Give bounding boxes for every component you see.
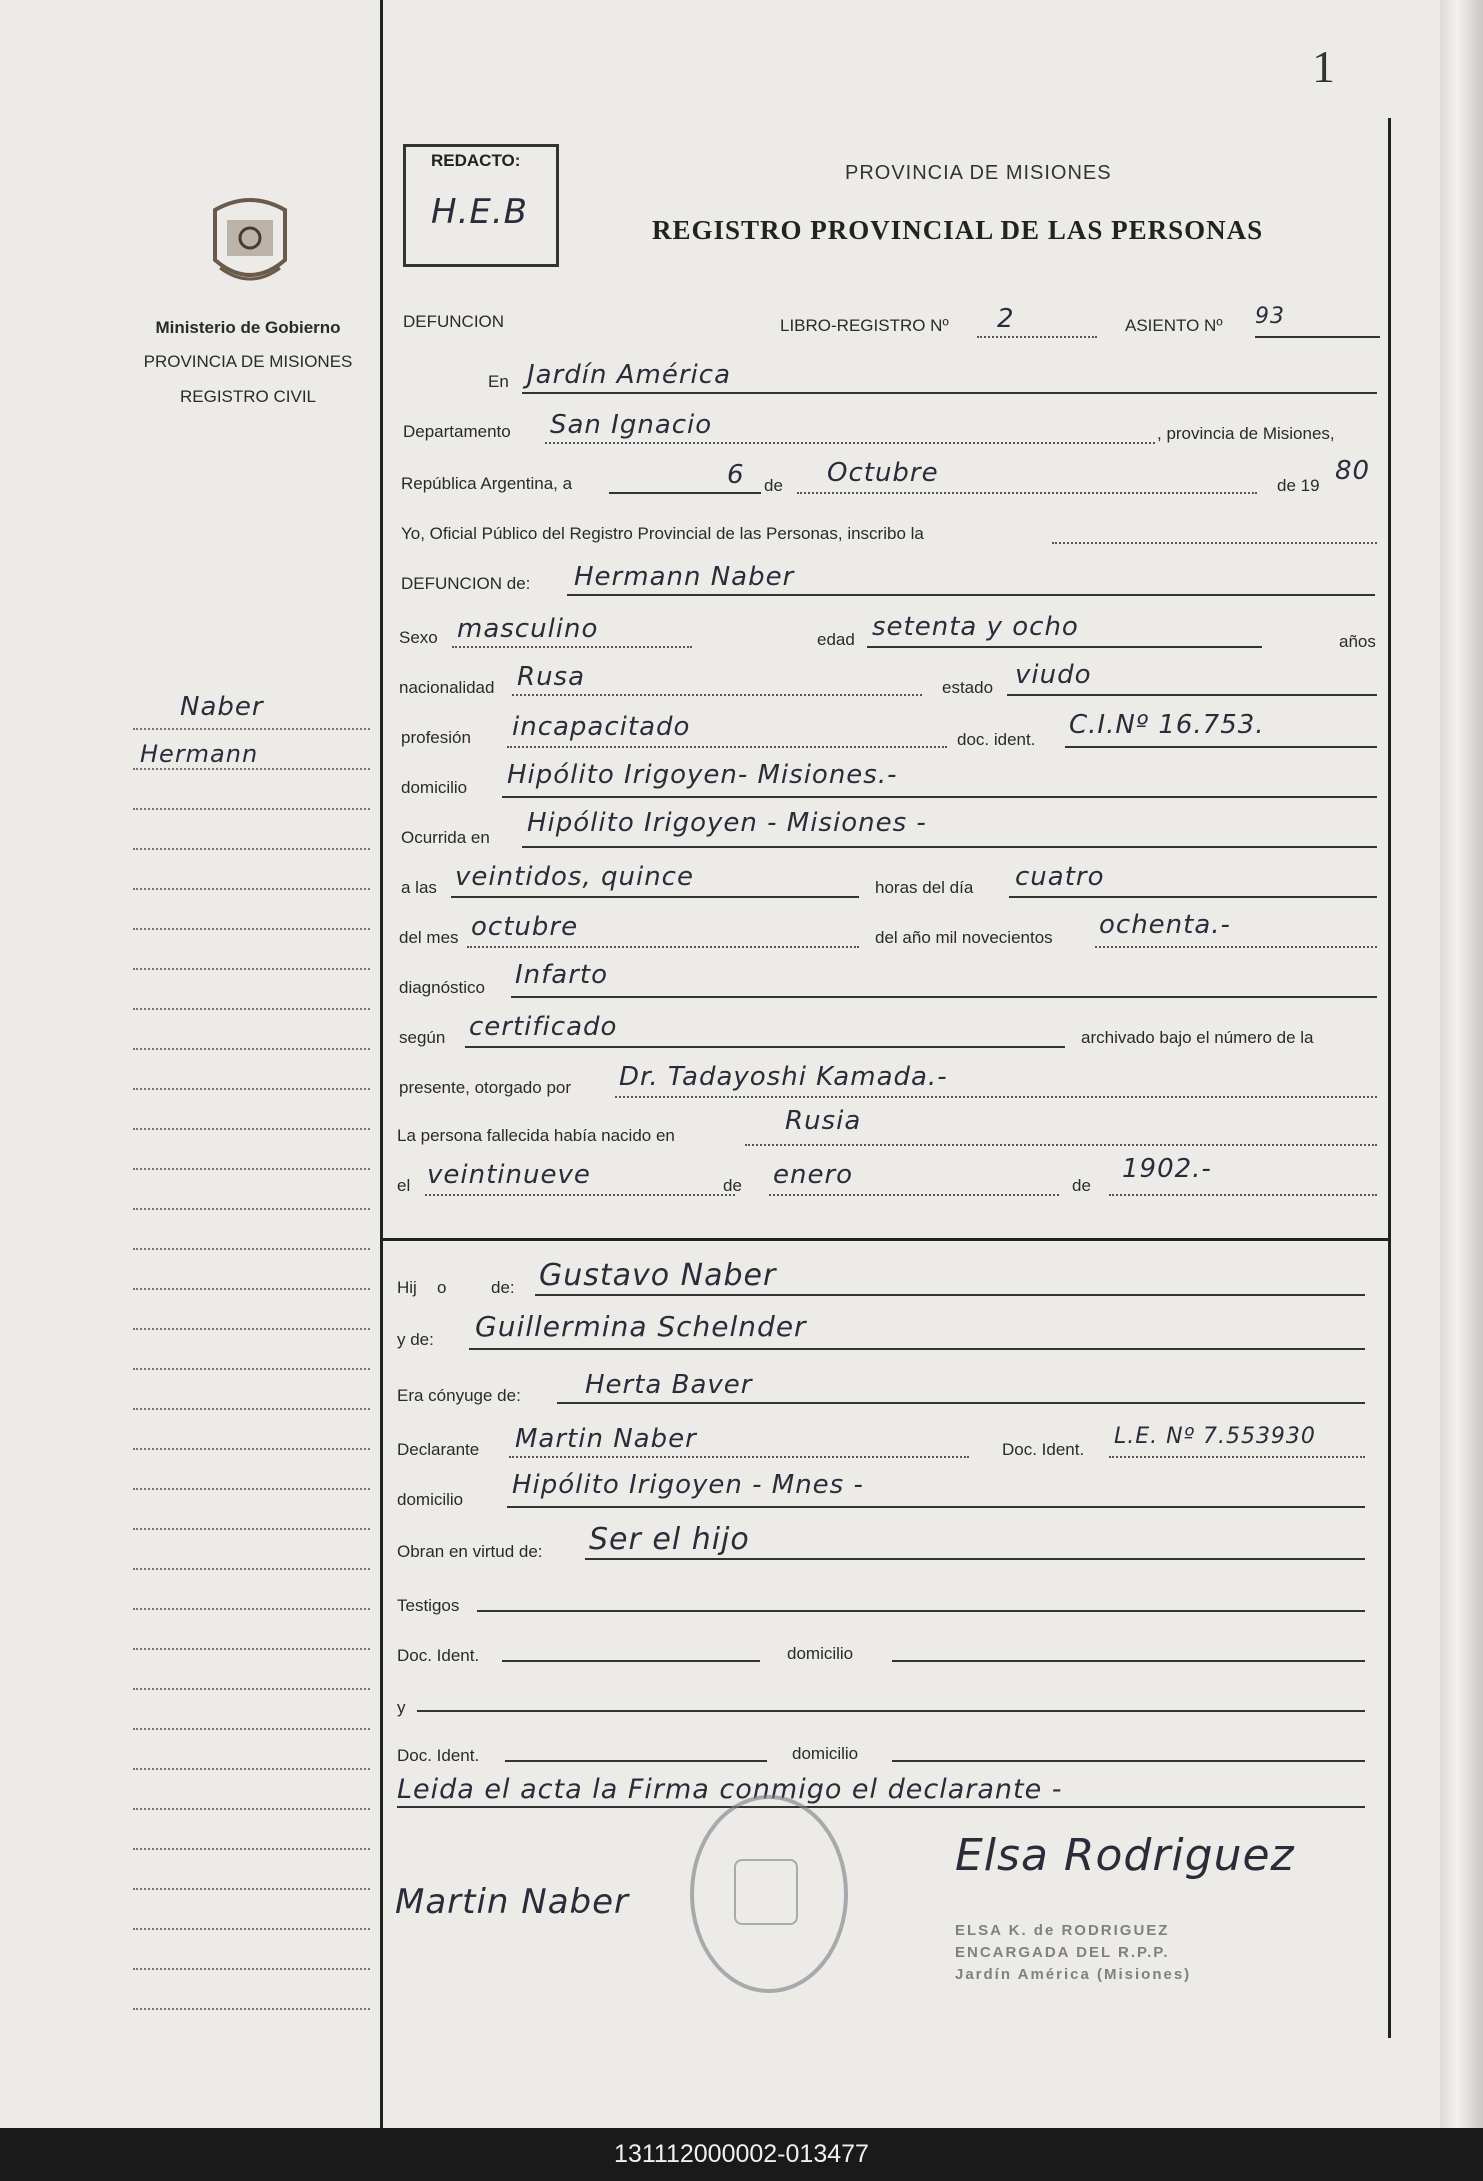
margin-surname: Naber	[180, 692, 264, 722]
margin-line	[133, 1248, 370, 1250]
hijo-suffix: o	[437, 1278, 447, 1297]
margin-line	[133, 1968, 370, 1970]
act-type-label: DEFUNCION	[403, 312, 505, 331]
birth-day-value: veintinueve	[427, 1160, 591, 1190]
domicilio-value: Hipólito Irigoyen- Misiones.-	[507, 760, 898, 790]
field-line	[615, 1096, 1377, 1098]
margin-line	[133, 848, 370, 850]
ocurrida-label: Ocurrida en	[401, 828, 490, 847]
a-las-label: a las	[401, 878, 437, 897]
officer-stamp-line: ELSA K. de RODRIGUEZ	[955, 1922, 1170, 1939]
mes-value: octubre	[471, 912, 579, 942]
margin-line	[133, 768, 370, 770]
margin-line	[133, 968, 370, 970]
margin-line	[133, 1568, 370, 1570]
father-value: Gustavo Naber	[539, 1258, 777, 1293]
y-label: y	[397, 1698, 406, 1717]
margin-line	[133, 1528, 370, 1530]
segun-value: certificado	[469, 1012, 618, 1042]
provincial-seal-icon	[205, 190, 295, 296]
row-padre	[397, 1258, 1377, 1298]
testigo-domicilio-label: domicilio	[787, 1644, 854, 1663]
row-testigo1-doc	[397, 1632, 1377, 1666]
year-value: 80	[1335, 456, 1371, 486]
declarante-signature: Martin Naber	[395, 1882, 630, 1922]
mother-value: Guillermina Schelnder	[475, 1310, 807, 1343]
page-edge	[1440, 0, 1483, 2128]
diagnostico-label: diagnóstico	[399, 978, 486, 997]
row-closing	[397, 1774, 1377, 1816]
field-line	[469, 1348, 1365, 1350]
margin-line	[133, 888, 370, 890]
margin-line	[133, 728, 370, 730]
margin-line	[133, 1608, 370, 1610]
row-madre	[397, 1310, 1377, 1352]
row-defuncion-de	[397, 562, 1377, 596]
field-line	[507, 746, 947, 748]
field-line	[522, 392, 1377, 394]
departamento-label: Departamento	[403, 422, 511, 441]
field-line	[1065, 746, 1377, 748]
departamento-value: San Ignacio	[550, 410, 713, 440]
conyuge-value: Herta Baver	[585, 1370, 753, 1400]
field-line	[1255, 336, 1380, 338]
row-nacido	[397, 1106, 1377, 1150]
margin-line	[133, 1688, 370, 1690]
padre-de-label: de:	[491, 1278, 515, 1297]
estado-label: estado	[942, 678, 994, 697]
field-line	[505, 1760, 767, 1762]
right-border	[1388, 118, 1391, 2038]
officer-stamp-line: Jardín América (Misiones)	[955, 1966, 1192, 1983]
estado-value: viudo	[1015, 660, 1092, 690]
margin-line	[133, 1928, 370, 1930]
presente-value: Dr. Tadayoshi Kamada.-	[619, 1062, 948, 1092]
year-prefix: de 19	[1277, 476, 1320, 495]
republica-label: República Argentina, a	[401, 474, 573, 493]
asiento-value: 93	[1255, 304, 1285, 329]
field-line	[522, 846, 1377, 848]
field-line	[535, 1294, 1365, 1296]
row-fecha	[397, 456, 1377, 498]
row-decl-domicilio	[397, 1470, 1377, 1510]
field-line	[769, 1194, 1059, 1196]
decl-doc-label: Doc. Ident.	[1002, 1440, 1085, 1459]
profesion-label: profesión	[401, 728, 471, 747]
row-segun	[397, 1012, 1377, 1052]
declarante-label: Declarante	[397, 1440, 480, 1459]
field-line	[1109, 1194, 1377, 1196]
declarante-value: Martin Naber	[515, 1424, 697, 1454]
archivado-label: archivado bajo el número de la	[1081, 1028, 1314, 1047]
domicilio-label: domicilio	[401, 778, 468, 797]
left-panel	[0, 0, 383, 2128]
field-line	[585, 1558, 1365, 1560]
libro-label: LIBRO-REGISTRO Nº	[780, 316, 949, 335]
row-nacimiento	[397, 1154, 1377, 1200]
margin-line	[133, 1448, 370, 1450]
margin-line	[133, 1408, 370, 1410]
section-divider	[383, 1238, 1388, 1241]
del-mes-label: del mes	[399, 928, 459, 947]
row-horas	[397, 862, 1377, 902]
field-line	[1052, 542, 1377, 544]
field-line	[797, 492, 1257, 494]
header-provincia: PROVINCIA DE MISIONES	[845, 162, 1112, 184]
field-line	[451, 896, 859, 898]
official-stamp	[690, 1795, 848, 1993]
presente-label: presente, otorgado por	[399, 1078, 572, 1097]
row-departamento	[397, 410, 1377, 448]
decl-domicilio-value: Hipólito Irigoyen - Mnes -	[512, 1470, 864, 1500]
hijo-label: Hij	[397, 1278, 417, 1297]
field-line	[557, 1402, 1365, 1404]
libro-value: 2	[997, 304, 1015, 334]
deceased-name: Hermann Naber	[574, 562, 795, 592]
nacido-value: Rusia	[785, 1106, 862, 1136]
field-line	[425, 1194, 735, 1196]
birth-year-value: 1902.-	[1122, 1154, 1212, 1184]
field-line	[417, 1710, 1365, 1712]
sexo-label: Sexo	[399, 628, 438, 647]
profesion-value: incapacitado	[512, 712, 691, 742]
field-line	[545, 442, 1155, 444]
margin-line	[133, 928, 370, 930]
doc-value: C.I.Nº 16.753.	[1069, 710, 1265, 740]
field-line	[502, 796, 1377, 798]
row-testigo2	[397, 1682, 1377, 1716]
diagnostico-value: Infarto	[515, 960, 609, 990]
field-line	[892, 1760, 1365, 1762]
field-line	[511, 996, 1377, 998]
ano-value: ochenta.-	[1099, 910, 1231, 940]
field-line	[867, 646, 1262, 648]
redacto-initials: H.E.B	[431, 192, 528, 232]
margin-line	[133, 1768, 370, 1770]
margin-line	[133, 1808, 370, 1810]
margin-line	[133, 1728, 370, 1730]
oficial-text: Yo, Oficial Público del Registro Provincial de las Personas, inscribo la	[401, 524, 924, 543]
page-number: 1	[1312, 41, 1335, 92]
row-obran	[397, 1522, 1377, 1562]
row-libro	[397, 304, 1377, 344]
field-line	[1007, 694, 1377, 696]
segun-label: según	[399, 1028, 446, 1047]
field-line	[1095, 946, 1377, 948]
field-line	[1009, 896, 1377, 898]
en-label: En	[488, 372, 509, 391]
obran-label: Obran en virtud de:	[397, 1542, 543, 1561]
field-line	[465, 1046, 1065, 1048]
stamp-emblem	[734, 1859, 798, 1925]
field-line	[745, 1144, 1377, 1146]
row-en	[397, 362, 1377, 396]
margin-line	[133, 1848, 370, 1850]
testigos-label: Testigos	[397, 1596, 460, 1615]
header-registro: REGISTRO PROVINCIAL DE LAS PERSONAS	[652, 215, 1264, 245]
ministerio-label: Ministerio de Gobierno	[155, 318, 341, 337]
redacto-box	[403, 144, 559, 267]
redacto-label: REDACTO:	[431, 151, 521, 170]
asiento-label: ASIENTO Nº	[1125, 316, 1223, 335]
row-mes	[397, 910, 1377, 952]
field-line	[397, 1806, 1365, 1808]
margin-line	[133, 1168, 370, 1170]
margin-line	[133, 2008, 370, 2010]
margin-line	[133, 1648, 370, 1650]
margin-line	[133, 1488, 370, 1490]
margin-line	[133, 808, 370, 810]
field-line	[477, 1610, 1365, 1612]
registro-civil-label: REGISTRO CIVIL	[179, 387, 317, 406]
horas-label: horas del día	[875, 878, 974, 897]
el-label: el	[397, 1176, 411, 1195]
margin-line	[133, 1888, 370, 1890]
sexo-value: masculino	[457, 614, 599, 644]
madre-de-label: y de:	[397, 1330, 434, 1349]
row-diagnostico	[397, 960, 1377, 1002]
doc-ident2-label: Doc. Ident.	[397, 1746, 480, 1765]
birth-de2-label: de	[1072, 1176, 1091, 1195]
nacionalidad-label: nacionalidad	[399, 678, 495, 697]
field-line	[452, 646, 692, 648]
margin-line	[133, 1088, 370, 1090]
nacido-label: La persona fallecida había nacido en	[397, 1126, 675, 1145]
birth-month-value: enero	[773, 1160, 854, 1190]
provincia-label: PROVINCIA DE MISIONES	[143, 352, 353, 371]
row-presente	[397, 1062, 1377, 1102]
obran-value: Ser el hijo	[589, 1522, 750, 1557]
margin-given-name: Hermann	[140, 740, 259, 768]
row-sexo	[397, 612, 1377, 654]
doc-ident-label: Doc. Ident.	[397, 1646, 480, 1665]
defuncion-de-label: DEFUNCION de:	[401, 574, 531, 593]
row-conyuge	[397, 1372, 1377, 1406]
margin-line	[133, 1288, 370, 1290]
birth-de1-label: de	[723, 1176, 742, 1195]
edad-value: setenta y ocho	[872, 612, 1079, 642]
ano-label: del año mil novecientos	[875, 928, 1053, 947]
margin-line	[133, 1328, 370, 1330]
field-line	[977, 336, 1097, 338]
doc-label: doc. ident.	[957, 730, 1036, 749]
margin-line	[133, 1368, 370, 1370]
officer-stamp-line: ENCARGADA DEL R.P.P.	[955, 1944, 1170, 1961]
image-id-footer: 131112000002-013477	[0, 2128, 1483, 2181]
en-value: Jardín América	[527, 360, 732, 390]
margin-line	[133, 1048, 370, 1050]
row-declarante	[397, 1424, 1377, 1458]
margin-line	[133, 1208, 370, 1210]
nacionalidad-value: Rusa	[517, 662, 586, 692]
day-value: 6	[727, 460, 745, 490]
conyuge-label: Era cónyuge de:	[397, 1386, 521, 1405]
row-oficial	[397, 522, 1377, 556]
field-line	[512, 694, 922, 696]
row-testigo2-doc	[397, 1732, 1377, 1766]
field-line	[567, 594, 1375, 596]
field-line	[509, 1456, 969, 1458]
de-label: de	[764, 476, 783, 495]
decl-domicilio-label: domicilio	[397, 1490, 464, 1509]
field-line	[892, 1660, 1365, 1662]
decl-doc-value: L.E. Nº 7.553930	[1114, 1424, 1316, 1449]
closing-text: Leida el acta la Firma conmigo el declarante -	[397, 1774, 1063, 1805]
field-line	[467, 946, 859, 948]
officer-signature: Elsa Rodriguez	[955, 1830, 1295, 1881]
provincia-suffix: , provincia de Misiones,	[1157, 424, 1335, 443]
margin-line	[133, 1008, 370, 1010]
dia-value: cuatro	[1015, 862, 1105, 892]
row-domicilio	[397, 760, 1377, 802]
field-line	[502, 1660, 760, 1662]
field-line	[507, 1506, 1365, 1508]
row-testigos	[397, 1582, 1377, 1616]
margin-line	[133, 1128, 370, 1130]
field-line	[609, 492, 761, 494]
edad-label: edad	[817, 630, 855, 649]
row-profesion	[397, 710, 1377, 752]
ocurrida-value: Hipólito Irigoyen - Misiones -	[527, 808, 927, 838]
row-nacionalidad	[397, 660, 1377, 702]
horas-value: veintidos, quince	[455, 862, 694, 892]
field-line	[1109, 1456, 1365, 1458]
month-value: Octubre	[827, 458, 939, 488]
row-ocurrida	[397, 808, 1377, 852]
anos-label: años	[1339, 632, 1376, 651]
officer-stamp	[955, 1920, 1191, 1986]
testigo2-domicilio-label: domicilio	[792, 1744, 859, 1763]
